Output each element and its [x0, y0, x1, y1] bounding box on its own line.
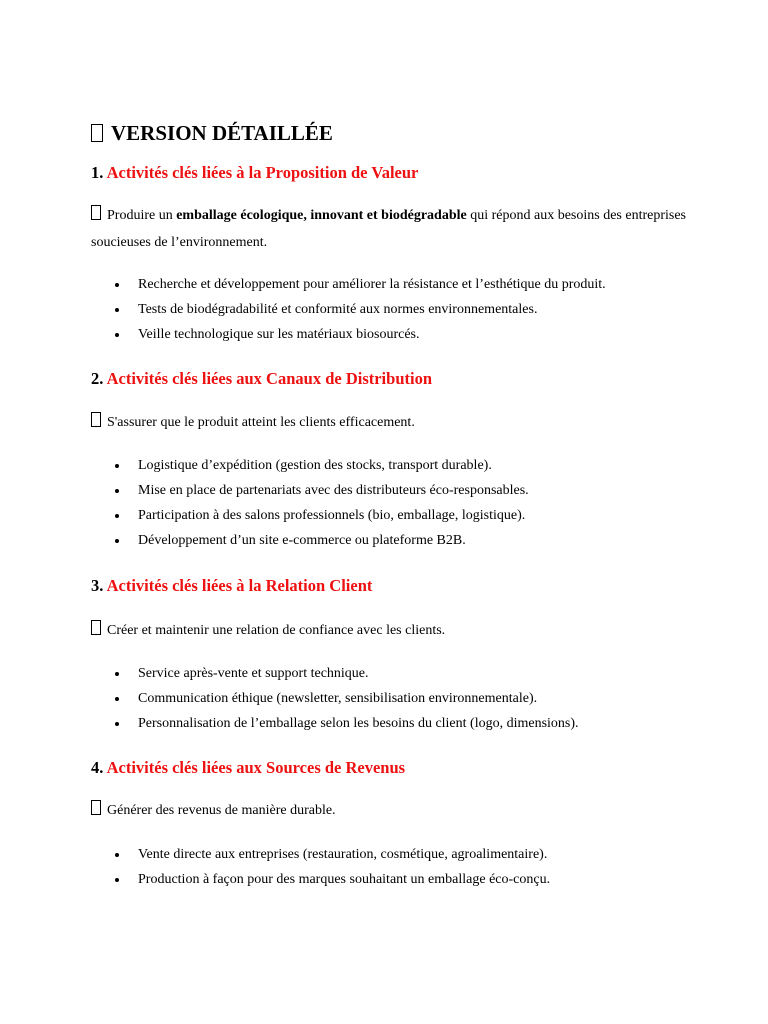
section-heading-text: Activités clés liées à la Proposition de Valeur	[106, 163, 419, 182]
section-intro-3	[91, 618, 691, 645]
document-title-text: VERSION DÉTAILLÉE	[111, 121, 333, 145]
section-heading-1	[91, 162, 418, 184]
section-number: 2.	[91, 369, 104, 388]
missing-glyph-box-icon	[91, 800, 101, 815]
list-item-text: Participation à des salons professionnels (bio, emballage, logistique).	[138, 508, 526, 523]
list-item-text: Mise en place de partenariats avec des distributeurs éco-responsables.	[138, 483, 529, 498]
document-title	[91, 119, 333, 147]
list-item-text: Logistique d’expédition (gestion des stocks, transport durable).	[138, 458, 492, 473]
section-heading-text: Activités clés liées aux Canaux de Distribution	[106, 369, 433, 388]
bullet-list-4	[91, 842, 550, 892]
section-number: 4.	[91, 758, 104, 777]
bullet-list-3	[91, 661, 579, 736]
list-item	[91, 297, 606, 322]
section-number: 3.	[91, 576, 104, 595]
list-item	[91, 528, 529, 553]
bullet-dot-icon	[115, 514, 119, 518]
bullet-dot-icon	[115, 853, 119, 857]
list-item-text: Vente directe aux entreprises (restauration, cosmétique, agroalimentaire).	[138, 847, 548, 862]
list-item	[91, 453, 529, 478]
bullet-dot-icon	[115, 464, 119, 468]
list-item-text: Recherche et développement pour améliorer la résistance et l’esthétique du produit.	[138, 277, 606, 292]
section-heading-text: Activités clés liées aux Sources de Revenus	[106, 758, 406, 777]
bullet-dot-icon	[115, 539, 119, 543]
bullet-dot-icon	[115, 489, 119, 493]
list-item	[91, 478, 529, 503]
list-item	[91, 661, 579, 686]
bullet-dot-icon	[115, 283, 119, 287]
section-heading-3	[91, 575, 372, 597]
bullet-dot-icon	[115, 722, 119, 726]
section-heading-2	[91, 368, 432, 390]
section-intro-2	[91, 410, 691, 437]
intro-suffix: qui répond aux besoins des entreprises soucieuses de l’environnement.	[91, 208, 687, 250]
section-heading-text: Activités clés liées à la Relation Client	[106, 576, 373, 595]
list-item-text: Personnalisation de l’emballage selon les besoins du client (logo, dimensions).	[138, 716, 579, 731]
bullet-dot-icon	[115, 878, 119, 882]
list-item	[91, 867, 550, 892]
list-item	[91, 686, 579, 711]
missing-glyph-box-icon	[91, 412, 101, 427]
intro-text: Générer des revenus de manière durable.	[107, 803, 336, 818]
intro-bold: emballage écologique, innovant et biodégradable	[176, 208, 467, 223]
list-item-text: Communication éthique (newsletter, sensibilisation environnementale).	[138, 691, 538, 706]
list-item	[91, 711, 579, 736]
intro-text: Créer et maintenir une relation de confiance avec les clients.	[107, 623, 446, 638]
list-item-text: Veille technologique sur les matériaux biosourcés.	[138, 327, 420, 342]
section-heading-4	[91, 757, 405, 779]
section-intro-1	[91, 203, 691, 256]
bullet-dot-icon	[115, 308, 119, 312]
list-item	[91, 272, 606, 297]
intro-text: S'assurer que le produit atteint les clients efficacement.	[107, 415, 415, 430]
bullet-dot-icon	[115, 672, 119, 676]
missing-glyph-box-icon	[91, 124, 103, 142]
bullet-list-2	[91, 453, 529, 553]
intro-prefix: Produire un	[107, 208, 177, 223]
missing-glyph-box-icon	[91, 620, 101, 635]
section-intro-4	[91, 798, 691, 825]
list-item-text: Développement d’un site e-commerce ou plateforme B2B.	[138, 533, 466, 548]
list-item-text: Production à façon pour des marques souhaitant un emballage éco-conçu.	[138, 872, 551, 887]
missing-glyph-box-icon	[91, 205, 101, 220]
bullet-dot-icon	[115, 333, 119, 337]
list-item	[91, 322, 606, 347]
list-item	[91, 842, 550, 867]
bullet-dot-icon	[115, 697, 119, 701]
list-item-text: Tests de biodégradabilité et conformité aux normes environnementales.	[138, 302, 538, 317]
list-item-text: Service après-vente et support technique.	[138, 666, 369, 681]
bullet-list-1	[91, 272, 606, 347]
section-number: 1.	[91, 163, 104, 182]
list-item	[91, 503, 529, 528]
